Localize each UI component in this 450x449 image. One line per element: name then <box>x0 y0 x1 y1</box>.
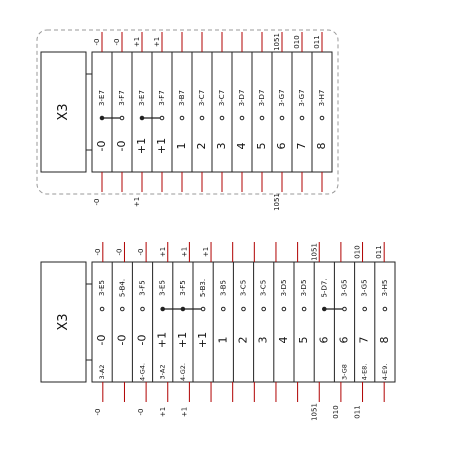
terminal-number: -0 <box>115 140 128 152</box>
terminal-ref: 3-E5 <box>98 280 107 296</box>
terminal-ref: 3-D5 <box>279 279 288 297</box>
terminal-ref: 3-D5 <box>300 279 309 297</box>
terminal-number: +1 <box>155 137 168 155</box>
terminal-number: 8 <box>377 336 391 344</box>
terminal-ref: 5-B4. <box>118 278 127 298</box>
terminal-number: 3 <box>256 336 270 344</box>
terminal-screw <box>343 307 347 311</box>
wire-label-top: 010 <box>353 245 362 259</box>
wire-label-bottom: 1051 <box>273 193 281 211</box>
wire-label-top: -0 <box>93 38 101 46</box>
terminal-screw <box>302 307 306 311</box>
terminal-ref2: 4-G2. <box>178 363 187 381</box>
strip-label: X3 <box>56 313 71 331</box>
terminal-number: 8 <box>315 142 328 150</box>
terminal-ref: 3-E7 <box>98 90 106 106</box>
terminal-number: 5 <box>297 336 311 344</box>
terminal-number: 4 <box>276 336 290 344</box>
terminal-number: 3 <box>215 142 228 150</box>
terminal-ref2: 3-A2 <box>158 364 167 380</box>
wire-label-top: +1 <box>202 246 211 258</box>
bridge-node <box>100 116 104 120</box>
terminal-screw <box>282 307 286 311</box>
terminal-number: 7 <box>357 336 371 344</box>
wire-label-bottom: 1051 <box>310 403 319 421</box>
wire-label-bottom: -0 <box>137 408 146 416</box>
wire-label-top: 1051 <box>273 33 281 51</box>
bridge-node <box>140 116 144 120</box>
terminal-number: +1 <box>196 331 210 349</box>
terminal-number: -0 <box>95 140 108 152</box>
terminal-number: 6 <box>337 336 351 344</box>
terminal-ref2: 4-E9. <box>380 363 389 381</box>
terminal-ref: 5-B3. <box>199 278 208 298</box>
wire-label-bottom: +1 <box>158 406 167 418</box>
terminal-ref2: 3-A2 <box>98 364 107 380</box>
terminal-screw <box>220 116 224 120</box>
terminal-screw <box>363 307 367 311</box>
terminal-screw <box>160 116 164 120</box>
wire-label-top: -0 <box>113 38 121 46</box>
wire-label-top: -0 <box>137 248 146 256</box>
wire-label-bottom: -0 <box>93 198 101 206</box>
terminal-number: 2 <box>195 142 208 150</box>
terminal-ref: 3-B7 <box>178 90 186 106</box>
terminal-ref: 3-C5 <box>239 279 248 297</box>
terminal-ref2: 3-G8 <box>340 364 349 380</box>
terminal-ref: 3-G7 <box>278 89 286 107</box>
terminal-screw <box>280 116 284 120</box>
wire-label-top: 1051 <box>310 243 319 261</box>
wire-label-top: 011 <box>313 35 321 49</box>
terminal-ref: 3-C7 <box>198 89 206 107</box>
wire-label-bottom: -0 <box>93 408 102 416</box>
terminal-ref2: 4-G4. <box>138 363 147 381</box>
bridge-node <box>161 307 165 311</box>
terminal-number: +1 <box>135 137 148 155</box>
terminal-screw <box>120 116 124 120</box>
terminal-number: 4 <box>235 142 248 150</box>
terminal-ref: 3-H5 <box>380 279 389 297</box>
terminal-screw <box>200 116 204 120</box>
terminal-screw <box>300 116 304 120</box>
terminal-number: -0 <box>95 334 109 346</box>
wire-label-top: 010 <box>293 35 301 49</box>
bridge-node <box>181 307 185 311</box>
bridge-node <box>323 307 327 311</box>
terminal-ref: 3-F5 <box>178 280 187 296</box>
terminal-ref: 3-G7 <box>298 89 306 107</box>
terminal-screw <box>320 116 324 120</box>
terminal-number: 7 <box>295 142 308 150</box>
terminal-screw <box>141 307 145 311</box>
wire-label-top: +1 <box>180 246 189 258</box>
terminal-number: 1 <box>175 142 188 150</box>
terminal-ref: 3-E5 <box>158 280 167 296</box>
wire-label-bottom: 010 <box>331 405 340 419</box>
terminal-number: 2 <box>236 336 250 344</box>
terminal-ref: 3-F5 <box>138 280 147 296</box>
wire-label-top: -0 <box>115 248 124 256</box>
terminal-screw <box>260 116 264 120</box>
terminal-screw <box>100 307 104 311</box>
wire-label-top: +1 <box>133 36 141 48</box>
terminal-screw <box>242 307 246 311</box>
wire-label-top: +1 <box>153 36 161 48</box>
wire-label-bottom: 011 <box>353 405 362 419</box>
strip-label: X3 <box>56 103 71 121</box>
terminal-ref: 3-E7 <box>138 90 146 106</box>
terminal-screw <box>383 307 387 311</box>
terminal-ref: 3-D7 <box>258 89 266 107</box>
terminal-number: +1 <box>175 331 189 349</box>
terminal-number: -0 <box>115 334 129 346</box>
terminal-ref: 3-F7 <box>158 90 166 106</box>
terminal-screw <box>262 307 266 311</box>
terminal-ref: 5-D7. <box>320 278 329 298</box>
wire-label-bottom: +1 <box>180 406 189 418</box>
terminal-ref: 3-F7 <box>118 90 126 106</box>
terminal-ref2: 4-E8. <box>360 363 369 381</box>
terminal-number: 6 <box>317 336 331 344</box>
terminal-screw <box>180 116 184 120</box>
terminal-ref: 3-C5 <box>259 279 268 297</box>
terminal-number: +1 <box>155 331 169 349</box>
terminal-ref: 3-H7 <box>318 89 326 107</box>
terminal-screw <box>121 307 125 311</box>
wire-label-top: +1 <box>158 246 167 258</box>
terminal-screw <box>201 307 205 311</box>
wire-label-bottom: +1 <box>133 196 141 208</box>
terminal-screw <box>222 307 226 311</box>
terminal-ref: 3-C7 <box>218 89 226 107</box>
terminal-number: 5 <box>255 142 268 150</box>
wire-label-top: 011 <box>375 245 384 259</box>
terminal-ref: 3-B5 <box>219 280 228 296</box>
terminal-number: -0 <box>135 334 149 346</box>
terminal-ref: 3-G5 <box>360 279 369 297</box>
terminal-number: 6 <box>275 142 288 150</box>
terminal-ref: 3-G5 <box>340 279 349 297</box>
terminal-number: 1 <box>216 336 230 344</box>
terminal-ref: 3-D7 <box>238 89 246 107</box>
terminal-screw <box>240 116 244 120</box>
wire-label-top: -0 <box>93 248 102 256</box>
